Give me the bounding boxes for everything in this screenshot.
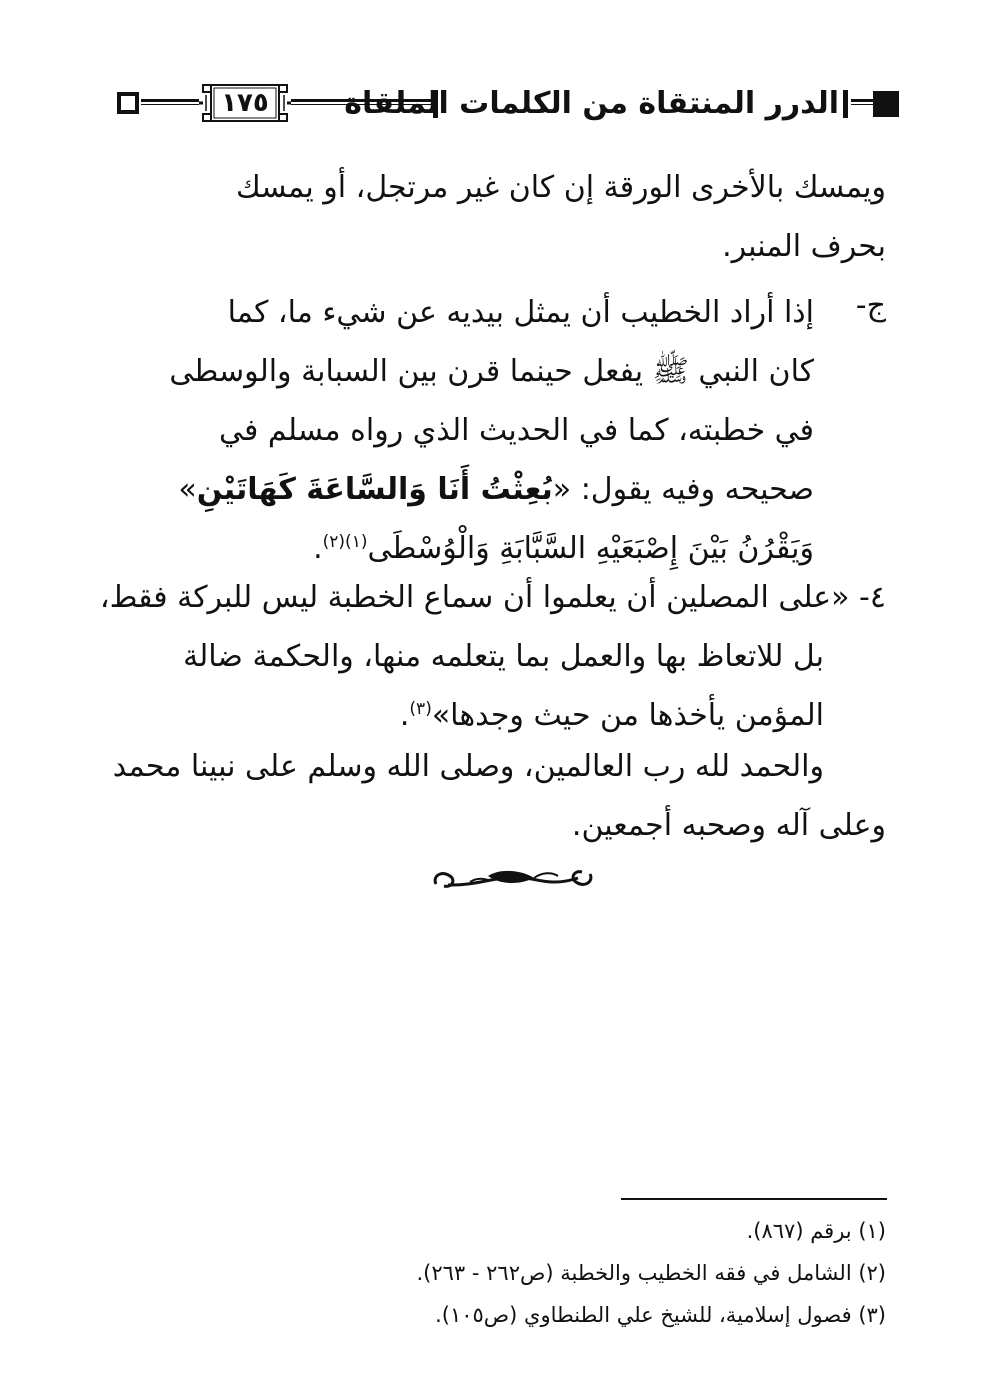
- footnote: (٢) الشامل في فقه الخطيب والخطبة (ص٢٦٢ - ٢٦٣).: [416, 1261, 886, 1285]
- footnote-ref: (٣): [409, 699, 432, 719]
- text-run: .: [313, 531, 323, 566]
- filled-square-icon: [873, 91, 899, 117]
- running-title: الدرر المنتقاة من الكلمات الملقاة: [344, 86, 839, 121]
- footnote-ref: (١)(٢): [322, 532, 368, 552]
- paragraph-item-four: [99, 568, 886, 745]
- footnote: (١) برقم (٨٦٧).: [746, 1219, 886, 1243]
- text-line: في خطبته، كما في الحديث الذي رواه مسلم في: [219, 413, 814, 448]
- footnote-separator: [621, 1198, 887, 1200]
- paragraph-continuation: [236, 158, 886, 276]
- text-line: [178, 460, 814, 519]
- text-run: المؤمن يأخذها من حيث وجدها»: [431, 698, 824, 733]
- hollow-square-icon: [117, 92, 139, 114]
- text-line: بحرف المنبر.: [722, 229, 886, 264]
- list-marker: ج-: [855, 288, 886, 323]
- header-bar-right: [843, 90, 848, 118]
- header-rule-right: [851, 99, 873, 105]
- hadith-quote: بُعِثْتُ أَنَا وَالسَّاعَةَ كَهَاتَيْنِ: [196, 472, 553, 507]
- page-number-frame: [199, 82, 291, 124]
- text-line: كان النبي ﷺ يفعل حينما قرن بين السبابة والوسطى: [169, 354, 814, 389]
- text-run: وَيَقْرُنُ بَيْنَ إِصْبَعَيْهِ السَّبَّابَةِ وَالْوُسْطَى: [367, 531, 814, 566]
- page-number: ١٧٥: [221, 88, 269, 118]
- page-header: [115, 82, 887, 126]
- text-line: والحمد لله رب العالمين، وصلى الله وسلم على نبينا محمد: [112, 749, 824, 784]
- text-line: إذا أراد الخطيب أن يمثل بيديه عن شيء ما، كما: [227, 295, 814, 330]
- text-run: .: [399, 698, 410, 733]
- footnote: (٣) فصول إسلامية، للشيخ علي الطنطاوي (ص١٠٥).: [435, 1303, 886, 1327]
- floral-divider-icon: [430, 864, 596, 894]
- text-line: ويمسك بالأخرى الورقة إن كان غير مرتجل، أو يمسك: [236, 170, 886, 205]
- closing-paragraph: [112, 737, 886, 855]
- paragraph-item-jim: [169, 283, 814, 578]
- text-line: ٤- «على المصلين أن يعلموا أن سماع الخطبة ليس للبركة فقط،: [99, 580, 886, 615]
- text-line: وعلى آله وصحبه أجمعين.: [571, 808, 886, 843]
- text-line: بل للاتعاظ بها والعمل بما يتعلمه منها، والحكمة ضالة: [183, 639, 824, 674]
- text-run: »: [178, 472, 197, 507]
- header-rule-left: [141, 99, 199, 105]
- text-run: صحيحه وفيه يقول: «: [552, 472, 814, 507]
